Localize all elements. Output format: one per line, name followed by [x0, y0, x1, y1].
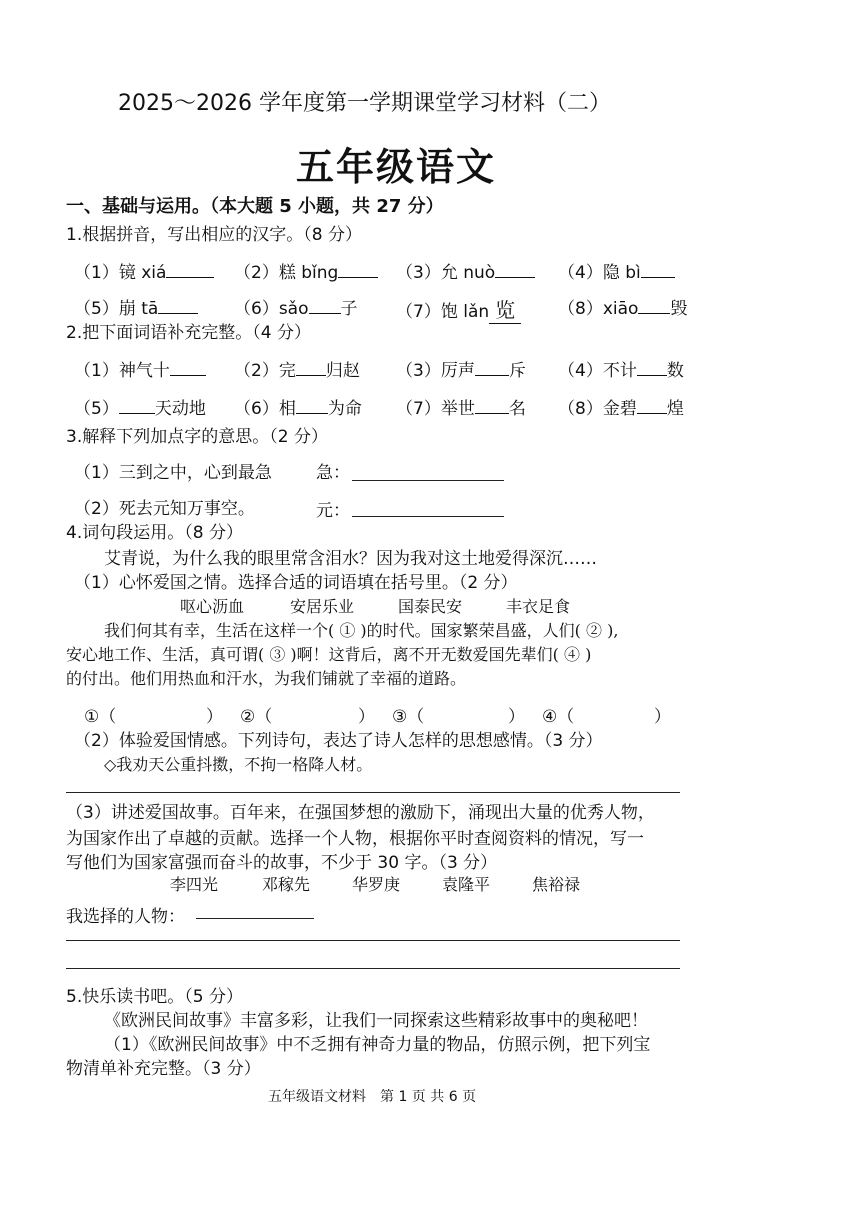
item-number: （6） [234, 399, 279, 419]
exam-title: 2025～2026 学年度第一学期课堂学习材料（二） [118, 91, 611, 116]
q3-answer-line-1[interactable] [352, 480, 504, 481]
story-answer-line-2[interactable] [66, 968, 680, 969]
item-prompt: 饱 lǎn [440, 302, 490, 322]
item-suffix: 数 [666, 361, 684, 381]
q1-item-6 [234, 294, 358, 319]
q4-answer-1-open: ①（ [84, 707, 117, 727]
q1-item-2 [234, 258, 378, 283]
q5-intro: 《欧洲民间故事》丰富多彩，让我们一同探索这些精彩故事中的奥秘吧！ [104, 1011, 648, 1031]
q4-answer-2-open: ②（ [240, 707, 273, 727]
item-number: （6） [234, 299, 279, 319]
item-number: （2） [234, 361, 279, 381]
item-prompt: 镜 xiá [118, 263, 167, 283]
q4-answer-3-open: ③（ [392, 707, 425, 727]
q4-intro: 艾青说，为什么我的眼里常含泪水？因为我对这土地爱得深沉…… [104, 549, 597, 569]
item-number: （4） [558, 361, 603, 381]
item-suffix: 子 [340, 299, 358, 319]
item-prompt: 不计 [602, 361, 637, 381]
q2-item-1 [74, 356, 206, 381]
person-5: 焦裕禄 [532, 875, 581, 894]
q4-word-1: 呕心沥血 [180, 597, 245, 616]
page-footer: 五年级语文材料 第 1 页 共 6 页 [268, 1089, 477, 1105]
q1-item-8 [558, 294, 687, 319]
q4-part3-line-3: 写他们为国家富强而奋斗的故事，不少于 30 字。（3 分） [66, 853, 498, 873]
person-2: 邓稼先 [262, 875, 311, 894]
item-prompt: 允 nuò [440, 263, 496, 283]
q4-part2-answer-line[interactable] [66, 792, 680, 793]
q4-answer-4-close: ） [654, 707, 671, 727]
q4-poem: ◇我劝天公重抖擞，不拘一格降人材。 [104, 755, 373, 774]
question-2-stem: 2.把下面词语补充完整。（4 分） [66, 323, 311, 343]
item-number: （1） [74, 361, 119, 381]
q3-label-1: 急： [316, 463, 350, 483]
person-3: 华罗庚 [352, 875, 401, 894]
q1-item-7 [396, 294, 521, 324]
person-1: 李四光 [170, 875, 219, 894]
question-1-stem: 1.根据拼音，写出相应的汉字。（8 分） [66, 225, 362, 245]
answer-blank[interactable] [170, 357, 206, 376]
item-prompt: 糕 bǐng [278, 263, 339, 283]
item-prompt: xiāo [602, 299, 639, 319]
q4-passage-line-3: 的付出。他们用热血和汗水，为我们铺就了幸福的道路。 [66, 669, 467, 688]
q1-item-3 [396, 258, 535, 283]
item-prompt: sǎo [278, 299, 309, 319]
item-number: （3） [396, 263, 441, 283]
answer-blank[interactable] [296, 357, 326, 376]
answer-blank[interactable] [296, 395, 328, 414]
question-5-stem: 5.快乐读书吧。（5 分） [66, 987, 243, 1007]
item-number: （1） [74, 263, 119, 283]
q2-item-8 [558, 394, 684, 419]
q5-part1-line-1: （1）《欧洲民间故事》中不乏拥有神奇力量的物品，仿照示例，把下列宝 [104, 1035, 651, 1055]
item-prompt: 隐 bì [602, 263, 641, 283]
answer-blank[interactable] [638, 295, 670, 314]
q1-item-5 [74, 294, 198, 319]
q2-item-4 [558, 356, 684, 381]
item-prompt: 相 [278, 399, 296, 419]
answer-blank[interactable] [158, 295, 198, 314]
q4-answer-3-close: ） [508, 707, 525, 727]
item-suffix: 天动地 [154, 399, 206, 419]
item-suffix: 毁 [670, 299, 688, 319]
item-suffix: 煌 [666, 399, 684, 419]
story-answer-line-1[interactable] [66, 940, 680, 941]
q4-answer-4-open: ④（ [542, 707, 575, 727]
q4-passage-line-1: 我们何其有幸，生活在这样一个( ① )的时代。国家繁荣昌盛，人们( ② ), [104, 621, 619, 640]
answer-blank[interactable] [166, 259, 214, 278]
item-prompt: 完 [278, 361, 296, 381]
q5-part1-line-2: 物清单补充完整。（3 分） [66, 1059, 261, 1079]
q3-sentence-2: （2）死去元知万事空。 [74, 499, 255, 519]
question-4-stem: 4.词句段运用。（8 分） [66, 523, 243, 543]
answer-blank[interactable] [637, 395, 667, 414]
item-prompt: 举世 [440, 399, 475, 419]
q4-answer-2-close: ） [358, 707, 375, 727]
q2-item-6 [234, 394, 362, 419]
item-number: （2） [234, 263, 279, 283]
item-number: （5） [74, 399, 119, 419]
q4-part1-stem: （1）心怀爱国之情。选择合适的词语填在括号里。（2 分） [74, 573, 518, 593]
item-number: （7） [396, 302, 441, 322]
q4-part3-line-2: 为国家作出了卓越的贡献。选择一个人物，根据你平时查阅资料的情况，写一 [66, 829, 644, 849]
q4-part3-line-1: （3）讲述爱国故事。百年来，在强国梦想的激励下，涌现出大量的优秀人物， [66, 803, 655, 823]
item-number: （3） [396, 361, 441, 381]
answer-blank[interactable] [495, 259, 535, 278]
q4-passage-line-2: 安心地工作、生活，真可谓( ③ )啊！这背后，离不开无数爱国先辈们( ④ ) [66, 645, 592, 664]
q4-part2-stem: （2）体验爱国情感。下列诗句，表达了诗人怎样的思想感情。（3 分） [74, 731, 603, 751]
choice-input-line[interactable] [196, 918, 314, 919]
question-3-stem: 3.解释下列加点字的意思。（2 分） [66, 427, 328, 447]
item-prompt: 金碧 [602, 399, 637, 419]
q2-item-3 [396, 356, 526, 381]
q4-word-4: 丰衣足食 [506, 597, 571, 616]
item-suffix: 斥 [508, 361, 526, 381]
answer-blank[interactable] [475, 395, 509, 414]
person-4: 袁隆平 [442, 875, 491, 894]
answer-blank[interactable] [338, 259, 378, 278]
q3-answer-line-2[interactable] [352, 516, 504, 517]
q2-item-7 [396, 394, 526, 419]
item-number: （4） [558, 263, 603, 283]
q1-item-1 [74, 258, 214, 283]
q4-word-2: 安居乐业 [290, 597, 355, 616]
item-suffix: 归赵 [325, 361, 360, 381]
section-heading: 一、基础与运用。（本大题 5 小题，共 27 分） [66, 196, 444, 217]
item-suffix: 为命 [327, 399, 362, 419]
item-prompt: 厉声 [440, 361, 475, 381]
item-number: （5） [74, 299, 119, 319]
q3-sentence-1: （1）三到之中，心到最急 [74, 463, 272, 483]
choice-label: 我选择的人物： [66, 907, 185, 927]
item-prompt: 神气十 [118, 361, 170, 381]
item-number: （7） [396, 399, 441, 419]
answer-blank[interactable] [309, 295, 341, 314]
answer-blank[interactable] [641, 259, 675, 278]
q1-item-4 [558, 258, 675, 283]
q4-word-3: 国泰民安 [398, 597, 463, 616]
item-suffix: 名 [508, 399, 526, 419]
item-prompt: 崩 tā [118, 299, 159, 319]
item-number: （8） [558, 299, 603, 319]
q2-item-5 [74, 394, 206, 419]
q3-label-2: 元： [316, 501, 350, 521]
answer-blank[interactable] [637, 357, 667, 376]
item-number: （8） [558, 399, 603, 419]
answer-blank[interactable] [119, 395, 155, 414]
handwritten-answer: 览 [489, 294, 521, 324]
q4-answer-1-close: ） [206, 707, 223, 727]
q2-item-2 [234, 356, 360, 381]
subject-title: 五年级语文 [296, 145, 497, 189]
answer-blank[interactable] [475, 357, 509, 376]
